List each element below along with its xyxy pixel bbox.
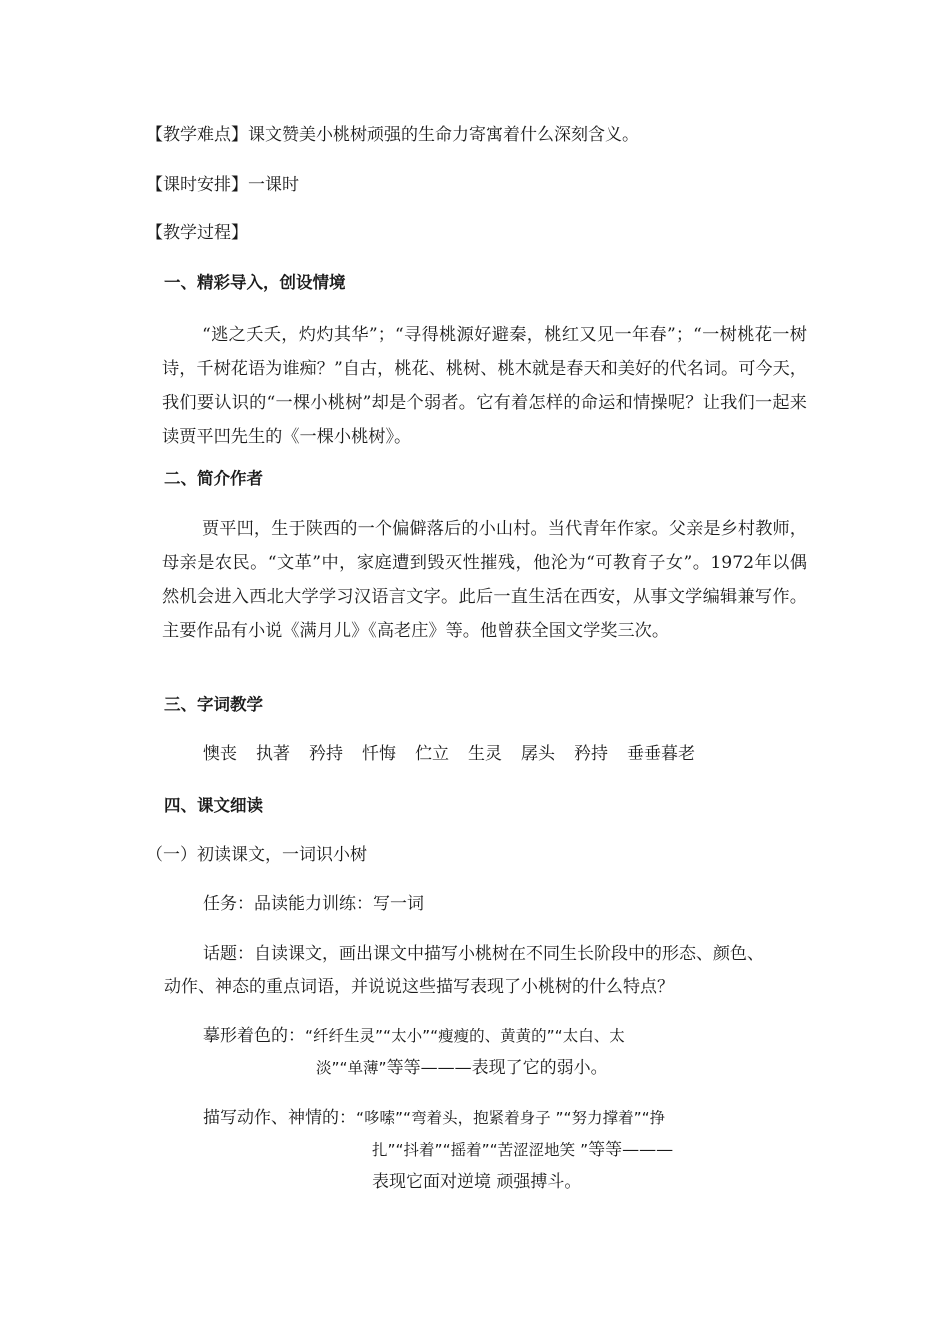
schedule-label: 【课时安排】 <box>146 175 248 195</box>
action-label: 描写动作、神情的： <box>203 1108 356 1128</box>
difficulty-label: 【教学难点】 <box>146 125 248 145</box>
topic-line-2: 动作、神态的重点词语，并说说这些描写表现了小桃树的什么特点？ <box>164 977 674 997</box>
word-item: 忏悔 <box>362 744 396 764</box>
word-item: 垂垂暮老 <box>627 744 695 764</box>
section1-paragraph: “逃之夭夭，灼灼其华”；“寻得桃源好避秦，桃红又见一年春”；“一树桃花一树诗，千树花语为谁痴？”自古，桃花、桃树、桃木就是春天和美好的代名词。可今天，我们要认识的“一棵小桃树”却是个弱者。它有着怎样的命运和情操呢？让我们一起来读贾平凹先生的《一棵小桃树》。 <box>162 325 807 447</box>
section3-heading: 三、字词教学 <box>164 695 263 714</box>
section2-paragraph: 贾平凹，生于陕西的一个偏僻落后的小山村。当代青年作家。父亲是乡村教师，母亲是农民。“文革”中，家庭遭到毁灭性摧残，他沦为“可教育子女”。1972年以偶然机会进入西北大学学习汉语言文字。此后一直生活在西安，从事文学编辑兼写作。主要作品有小说《满月儿》《高老庄》等。他曾获全国文学奖三次。 <box>162 519 807 641</box>
action-line-1 <box>203 1107 665 1129</box>
action-tail: 等等——— <box>588 1140 674 1160</box>
difficulty-line <box>146 124 639 146</box>
action-line-2 <box>372 1139 673 1161</box>
word-item: 矜持 <box>309 744 343 764</box>
schedule-text: 一课时 <box>248 175 299 195</box>
shape-label: 摹形着色的： <box>203 1026 305 1046</box>
word-item: 执著 <box>256 744 290 764</box>
action-quote-2: 扎”“抖着”“摇着”“苦涩涩地笑 ” <box>372 1141 589 1159</box>
schedule-line <box>146 174 299 196</box>
section2-heading: 二、简介作者 <box>164 469 263 488</box>
shape-quote-2: 淡”“单薄” <box>316 1059 387 1077</box>
task-line: 任务：品读能力训练：写一词 <box>203 894 424 914</box>
shape-line-2 <box>316 1057 608 1079</box>
process-label: 【教学过程】 <box>146 223 248 243</box>
topic-line-1: 话题：自读课文，画出课文中描写小桃树在不同生长阶段中的形态、颜色、 <box>203 944 764 964</box>
word-item: 矜持 <box>574 744 608 764</box>
shape-quote-1: “纤纤生灵”“太小”“瘦瘦的、黄黄的”“太白、太 <box>305 1027 625 1045</box>
section1-heading: 一、精彩导入，创设情境 <box>164 273 346 292</box>
shape-line-1 <box>203 1025 625 1047</box>
word-list <box>203 743 714 765</box>
word-item: 生灵 <box>468 744 502 764</box>
action-line-3: 表现它面对逆境 顽强搏斗。 <box>372 1172 582 1192</box>
difficulty-text: 课文赞美小桃树顽强的生命力寄寓着什么深刻含义。 <box>248 125 639 145</box>
shape-tail: 等等———表现了它的弱小。 <box>386 1058 608 1078</box>
word-item: 孱头 <box>521 744 555 764</box>
subsection-heading: （一）初读课文，一词识小树 <box>146 845 367 865</box>
action-quote-1: “哆嗦”“弯着头，抱紧着身子 ”“努力撑着”“挣 <box>356 1109 666 1127</box>
word-item: 伫立 <box>415 744 449 764</box>
word-item: 懊丧 <box>203 744 237 764</box>
section4-heading: 四、课文细读 <box>164 796 263 815</box>
